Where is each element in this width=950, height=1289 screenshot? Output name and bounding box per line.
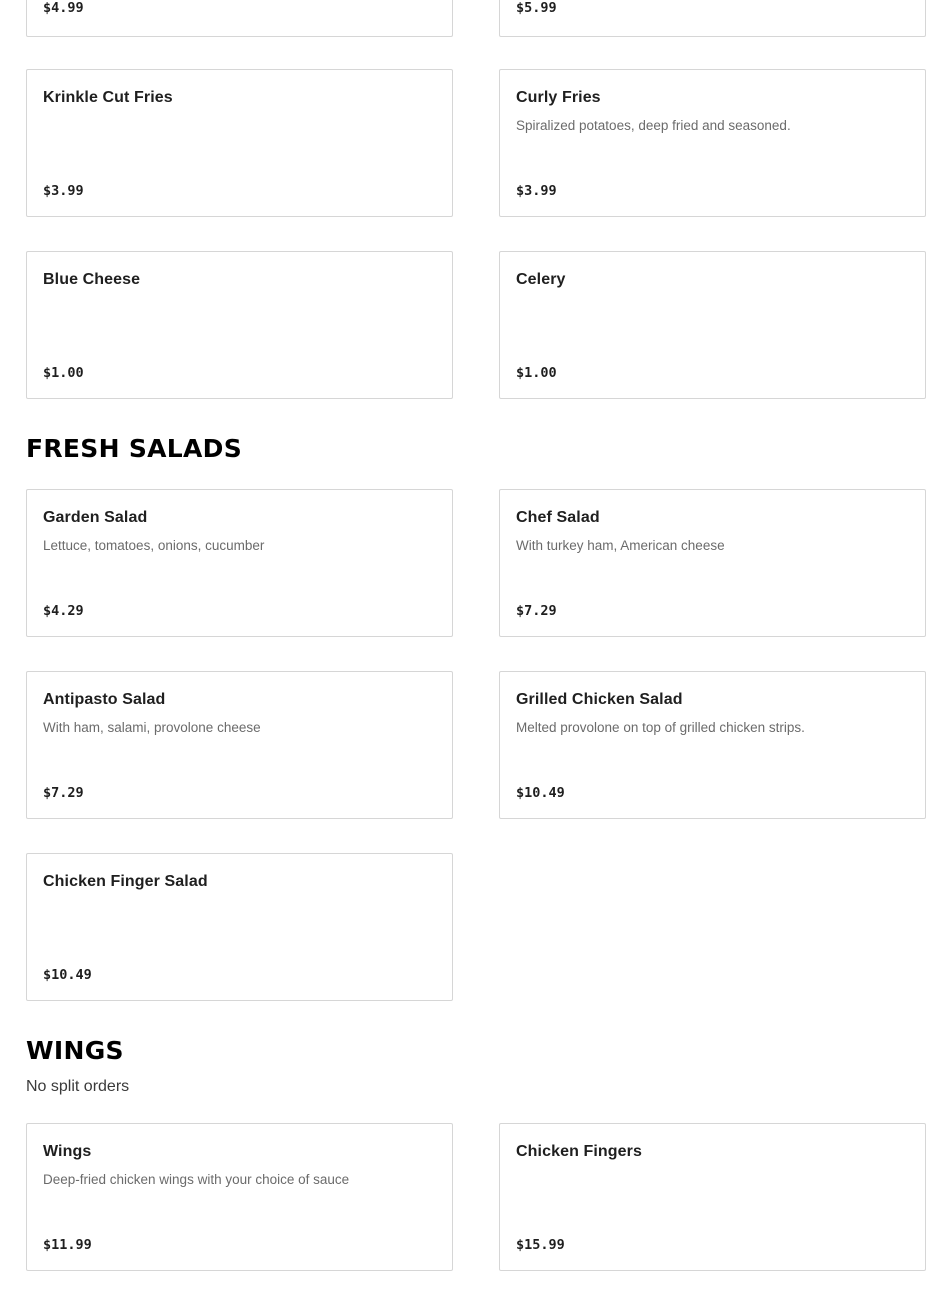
menu-item-card[interactable] xyxy=(26,489,453,637)
menu-item-card[interactable] xyxy=(499,69,926,217)
item-price: $4.29 xyxy=(43,603,84,619)
item-price: $4.99 xyxy=(43,0,84,16)
menu-item-card[interactable] xyxy=(499,0,926,37)
item-price: $5.99 xyxy=(516,0,557,16)
menu-item-card[interactable] xyxy=(26,69,453,217)
item-price: $3.99 xyxy=(43,183,84,199)
item-name: Chicken Fingers xyxy=(516,1143,642,1160)
item-price: $15.99 xyxy=(516,1237,565,1253)
item-name: Garden Salad xyxy=(43,509,148,526)
item-name: Antipasto Salad xyxy=(43,691,166,708)
item-price: $10.49 xyxy=(43,967,92,983)
menu-item-card[interactable] xyxy=(499,251,926,399)
item-price: $1.00 xyxy=(516,365,557,381)
item-name: Celery xyxy=(516,271,566,288)
section-title-wings: WINGS xyxy=(26,1036,124,1065)
menu-item-card[interactable] xyxy=(26,0,453,37)
item-price: $3.99 xyxy=(516,183,557,199)
item-price: $7.29 xyxy=(516,603,557,619)
item-name: Wings xyxy=(43,1143,92,1160)
item-name: Chef Salad xyxy=(516,509,600,526)
item-name: Curly Fries xyxy=(516,89,601,106)
item-name: Grilled Chicken Salad xyxy=(516,691,683,708)
item-price: $7.29 xyxy=(43,785,84,801)
menu-item-card[interactable] xyxy=(26,251,453,399)
item-description: Melted provolone on top of grilled chicken strips. xyxy=(516,720,805,735)
item-description: Deep-fried chicken wings with your choice of sauce xyxy=(43,1172,350,1187)
menu-item-card[interactable] xyxy=(26,671,453,819)
menu-item-card[interactable] xyxy=(499,489,926,637)
menu-item-card[interactable] xyxy=(26,1123,453,1271)
item-description: With turkey ham, American cheese xyxy=(516,538,725,553)
menu-item-card[interactable] xyxy=(26,853,453,1001)
item-name: Chicken Finger Salad xyxy=(43,873,208,890)
item-name: Blue Cheese xyxy=(43,271,141,288)
item-price: $11.99 xyxy=(43,1237,92,1253)
item-description: Lettuce, tomatoes, onions, cucumber xyxy=(43,538,265,553)
item-name: Krinkle Cut Fries xyxy=(43,89,173,106)
item-price: $10.49 xyxy=(516,785,565,801)
item-price: $1.00 xyxy=(43,365,84,381)
item-description: Spiralized potatoes, deep fried and seasoned. xyxy=(516,118,791,133)
menu-item-card[interactable] xyxy=(499,1123,926,1271)
section-title-fresh-salads: FRESH SALADS xyxy=(26,434,243,463)
section-note: No split orders xyxy=(26,1078,130,1095)
item-description: With ham, salami, provolone cheese xyxy=(43,720,261,735)
menu-item-card[interactable] xyxy=(499,671,926,819)
